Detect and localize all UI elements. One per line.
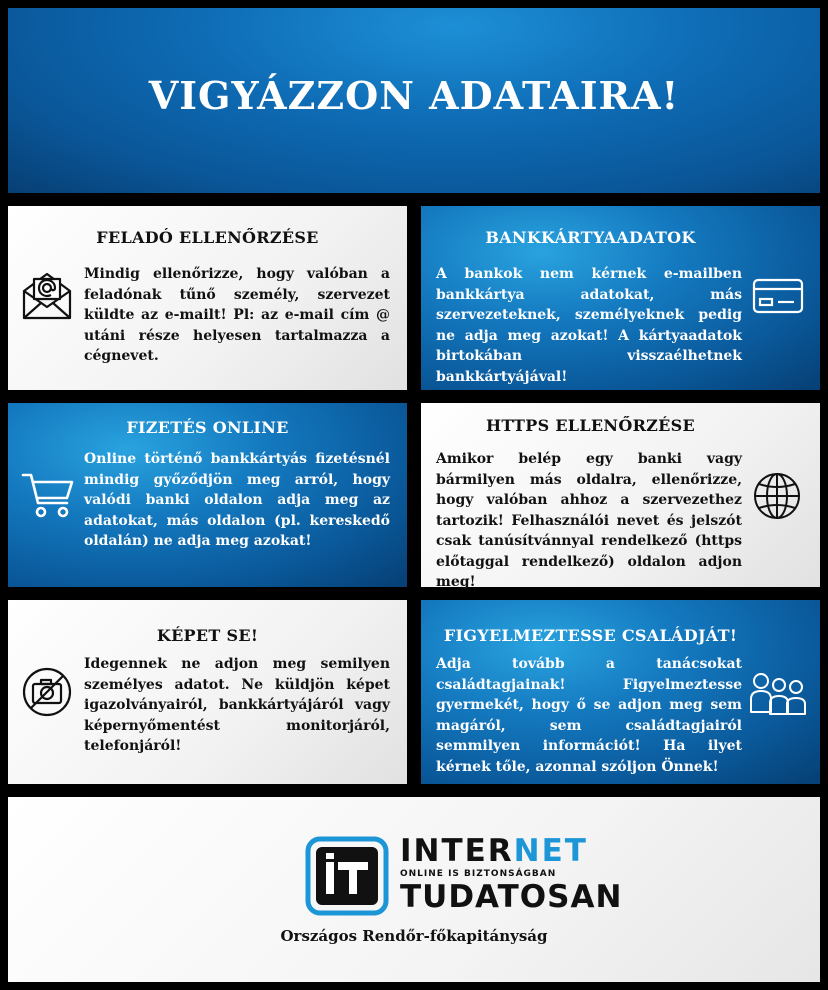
card-body: Idegennek ne adjon meg semilyen személyes adatot. Ne küldjön képet igazolványairól, bankkártyájáról vagy képernyőmentést monitorjáról, telefonjáról! [84, 656, 390, 754]
card-online-payment [8, 403, 407, 587]
page-title: VIGYÁZZON ADATAIRA! [148, 73, 680, 118]
logo-wordmark-top: INTERNET [400, 833, 588, 869]
logo-tagline: ONLINE IS BIZTONSÁGBAN [400, 869, 557, 879]
card-title: HTTPS ELLENŐRZÉSE [486, 416, 695, 435]
card-sender-check [8, 206, 407, 390]
header-banner [8, 8, 820, 193]
card-warn-family [421, 600, 820, 784]
card-body: Mindig ellenőrizze, hogy valóban a feladónak tűnő személy, szervezet küldte az e-mailt! Pl: az e-mail cím @ utáni része helyesen tartalmazza a cégnevet. [84, 266, 390, 364]
card-title: KÉPET SE! [156, 626, 259, 645]
card-bank-card-data [421, 206, 820, 390]
email-icon [21, 269, 73, 321]
logo-wordmark-bottom: TUDATOSAN [400, 879, 623, 915]
family-icon [750, 672, 806, 716]
internet-tudatosan-logo-icon [305, 836, 389, 920]
shopping-cart-icon [21, 471, 75, 519]
card-https-check [421, 403, 820, 590]
card-body: A bankok nem kérnek e-mailben bankkártya adatokat, más szervezeteknek, személyeknek pedig ne adja meg azokat! A kártyaadatok birtokában visszaélhetnek bankkártyájával! [436, 266, 742, 385]
credit-card-icon [752, 278, 804, 314]
organization-name: Országos Rendőr-főkapitányság [280, 927, 548, 945]
card-body: Amikor belép egy banki vagy bármilyen más oldalra, ellenőrizze, hogy valóban ahhoz a szervezethez tartozik! Felhasználói nevet és jelszót csak tanúsítvánnyal rendelkező (https előtaggal rendelkező) oldalon adjon meg! [436, 451, 742, 590]
card-body: Online történő bankkártyás fizetésnél mindig győződjön meg arról, hogy valódi banki oldalon adja meg az adatokat, más oldalon (pl. kereskedő oldalán) ne adja meg azokat! [84, 451, 390, 549]
card-title: FIGYELMEZTESSE CSALÁDJÁT! [443, 626, 738, 645]
card-title: FIZETÉS ONLINE [126, 418, 289, 437]
globe-icon [752, 471, 802, 521]
no-camera-icon [21, 666, 73, 718]
card-title: BANKKÁRTYAADATOK [485, 228, 696, 247]
card-title: FELADÓ ELLENŐRZÉSE [96, 228, 319, 247]
card-body: Adja tovább a tanácsokat családtagjainak! Figyelmeztesse gyermekét, hogy ő se adjon meg sem magáról, sem családtagjairól semmilyen információt! Ha ilyet kérnek tőle, azonnal szóljon Önnek! [436, 656, 742, 775]
footer-logo-panel [8, 797, 820, 982]
card-no-photo [8, 600, 407, 784]
